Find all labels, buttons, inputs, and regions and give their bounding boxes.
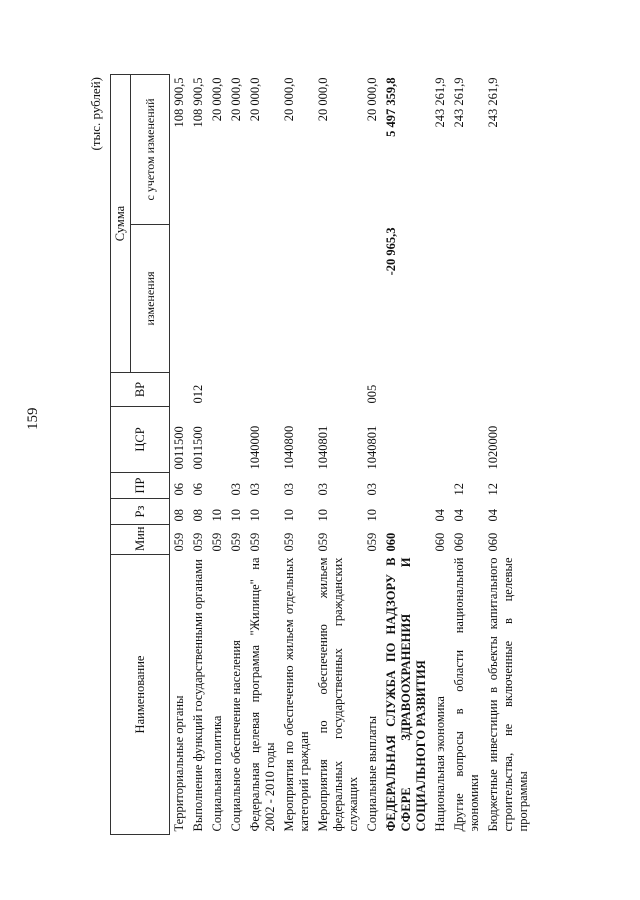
row-rz: 04 (486, 509, 500, 522)
row-total: 108 900,5 (191, 77, 205, 128)
table-row (382, 75, 431, 835)
row-min: 059 (282, 532, 296, 552)
row-total: 20 000,0 (282, 77, 296, 122)
row-min: 059 (316, 532, 330, 552)
row-name: Территориальные органы (172, 695, 186, 832)
header-rz: Рз (111, 499, 170, 525)
row-csr (431, 407, 450, 473)
table-row (363, 75, 382, 835)
row-csr (450, 407, 484, 473)
row-changes (314, 225, 363, 373)
row-vr (431, 373, 450, 407)
table-row (208, 75, 227, 835)
row-min: 060 (433, 532, 447, 552)
row-csr: 1040801 (365, 425, 379, 470)
row-min: 060 (452, 532, 466, 552)
row-pr (382, 473, 431, 499)
row-name: Национальная экономика (433, 696, 447, 832)
row-vr (170, 373, 190, 407)
row-pr (208, 473, 227, 499)
row-vr (484, 373, 533, 407)
row-min: 059 (365, 532, 379, 552)
row-pr: 06 (172, 483, 186, 496)
row-csr: 0011500 (191, 426, 205, 470)
row-csr: 1040800 (282, 425, 296, 470)
table-row (280, 75, 314, 835)
row-csr (208, 407, 227, 473)
row-pr: 12 (486, 483, 500, 496)
row-changes (484, 225, 533, 373)
row-name: Другие вопросы в области национальной экономики (452, 557, 481, 832)
row-changes (227, 225, 246, 373)
header-min: Мин (111, 525, 170, 555)
row-changes (189, 225, 208, 373)
row-name: Федеральная целевая программа "Жилище" на 2002 - 2010 годы (248, 557, 277, 832)
row-min: 059 (172, 532, 186, 552)
row-min: 059 (229, 532, 243, 552)
row-changes (170, 225, 190, 373)
row-name: Социальное обеспечение населения (229, 640, 243, 832)
row-csr (227, 407, 246, 473)
row-total: 20 000,0 (210, 77, 224, 122)
row-pr: 03 (248, 483, 262, 496)
row-pr: 12 (452, 483, 466, 496)
header-changes: изменения (131, 225, 170, 373)
row-rz: 04 (433, 509, 447, 522)
row-rz (382, 499, 431, 525)
table-row (189, 75, 208, 835)
row-pr: 03 (316, 483, 330, 496)
row-changes: -20 965,3 (384, 227, 398, 276)
table-row (246, 75, 280, 835)
row-total: 243 261,9 (486, 77, 500, 128)
row-min: 059 (191, 532, 205, 552)
table-row (227, 75, 246, 835)
row-name: Мероприятия по обеспечению жильем отдельных категорий граждан (282, 557, 311, 832)
header-row-top (111, 75, 131, 835)
row-total: 108 900,5 (172, 77, 186, 128)
row-csr: 0011500 (172, 426, 186, 470)
row-rz: 04 (452, 509, 466, 522)
header-pr: ПР (111, 473, 170, 499)
row-vr (450, 373, 484, 407)
row-name: Бюджетные инвестиции в объекты капитального строительства, не включенные в целевые программы (486, 557, 530, 832)
row-pr: 03 (229, 483, 243, 496)
row-name: Выполнение функций государственными органами (191, 559, 205, 832)
row-rz: 10 (248, 509, 262, 522)
budget-table (110, 74, 533, 835)
table-row (170, 75, 190, 835)
row-total: 20 000,0 (365, 77, 379, 122)
row-csr: 1040801 (316, 425, 330, 470)
row-rz: 10 (316, 509, 330, 522)
row-name: Мероприятия по обеспечению жильем федеральных государственных гражданских служащих (316, 557, 360, 832)
row-rz: 10 (229, 509, 243, 522)
table-row (450, 75, 484, 835)
rotated-document-content (90, 75, 590, 835)
row-rz: 08 (172, 509, 186, 522)
row-vr: 005 (365, 384, 379, 404)
row-vr: 012 (191, 384, 205, 404)
row-changes (363, 225, 382, 373)
row-total: 20 000,0 (248, 77, 262, 122)
row-vr (208, 373, 227, 407)
row-csr: 1040000 (248, 425, 262, 470)
row-csr (382, 407, 431, 473)
row-min: 059 (248, 532, 262, 552)
table-row (431, 75, 450, 835)
table-body (170, 75, 534, 835)
row-min: 060 (486, 532, 500, 552)
table-row (314, 75, 363, 835)
row-pr (431, 473, 450, 499)
row-changes (431, 225, 450, 373)
row-vr (246, 373, 280, 407)
row-name: Социальная политика (210, 715, 224, 832)
row-vr (280, 373, 314, 407)
header-vr: ВР (111, 373, 170, 407)
row-name: ФЕДЕРАЛЬНАЯ СЛУЖБА ПО НАДЗОРУ В СФЕРЕ ЗДРАВООХРАНЕНИЯ И СОЦИАЛЬНОГО РАЗВИТИЯ (384, 557, 428, 832)
table-row (484, 75, 533, 835)
row-rz: 10 (210, 509, 224, 522)
row-total: 20 000,0 (316, 77, 330, 122)
row-pr: 06 (191, 483, 205, 496)
row-total: 243 261,9 (433, 77, 447, 128)
row-total: 243 261,9 (452, 77, 466, 128)
row-pr: 03 (282, 483, 296, 496)
row-vr (382, 373, 431, 407)
row-rz: 10 (282, 509, 296, 522)
row-min: 059 (210, 532, 224, 552)
row-min: 060 (384, 532, 398, 552)
row-vr (314, 373, 363, 407)
units-note: (тыс. рублей) (88, 77, 103, 151)
header-sum: Сумма (111, 75, 131, 373)
row-total: 5 497 359,8 (384, 77, 398, 137)
row-changes (208, 225, 227, 373)
row-rz: 08 (191, 509, 205, 522)
row-csr: 1020000 (486, 425, 500, 470)
row-changes (280, 225, 314, 373)
row-total: 20 000,0 (229, 77, 243, 122)
row-changes (246, 225, 280, 373)
row-pr: 03 (365, 483, 379, 496)
row-changes (450, 225, 484, 373)
row-vr (227, 373, 246, 407)
row-name: Социальные выплаты (365, 715, 379, 832)
header-csr: ЦСР (111, 407, 170, 473)
row-rz: 10 (365, 509, 379, 522)
header-with-changes: с учетом изменений (131, 75, 170, 225)
page-number-text: 159 (25, 407, 41, 430)
header-name: Наименование (111, 555, 170, 835)
